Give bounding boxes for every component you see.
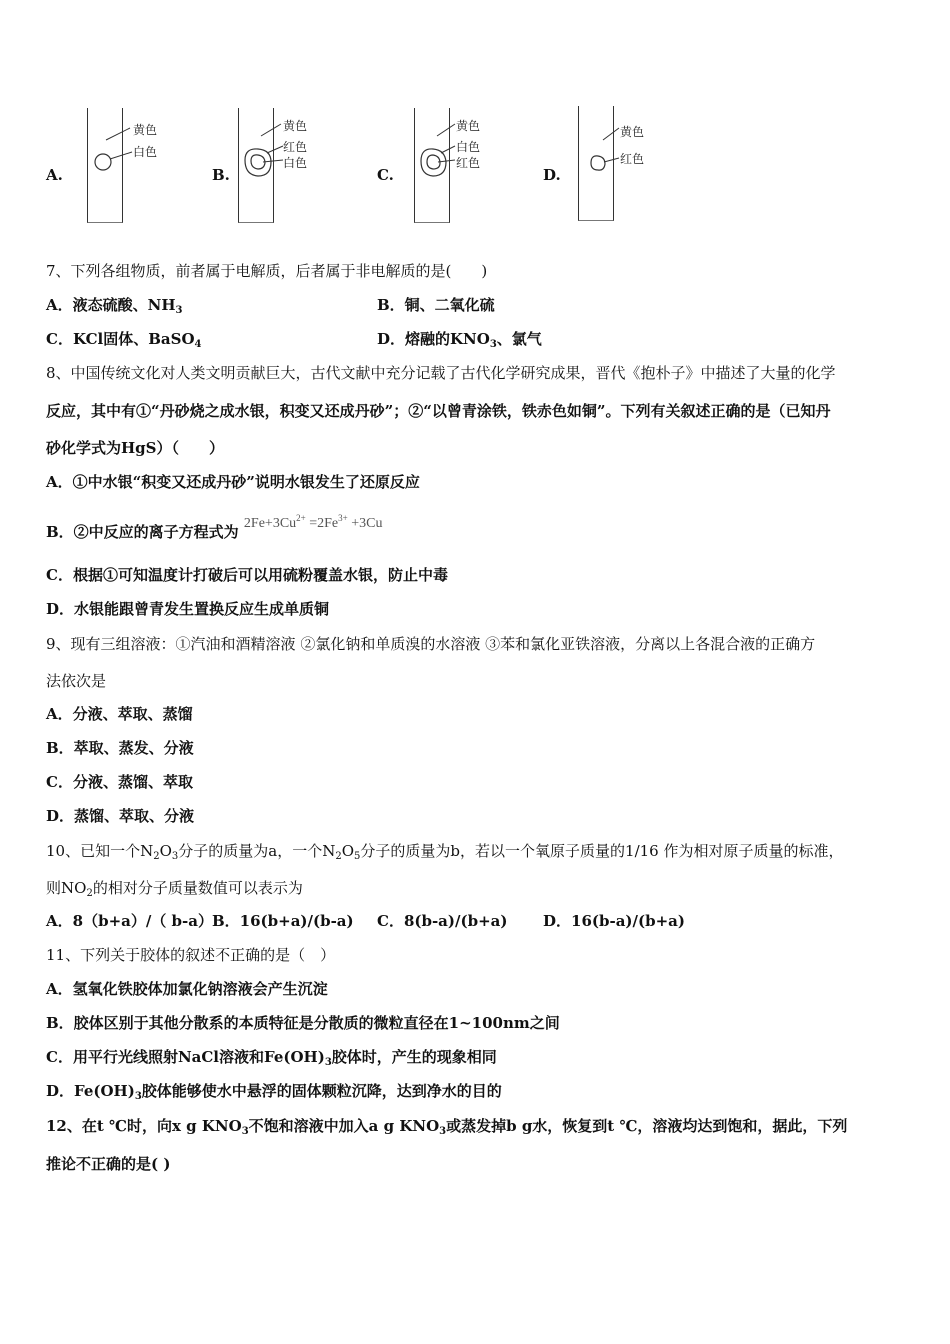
tube-d-drawing xyxy=(571,108,731,238)
q11-option-a: A．氢氧化铁胶体加氯化钠溶液会产生沉淀 xyxy=(46,980,328,998)
q8-option-c: C．根据①可知温度计打破后可以用硫粉覆盖水银，防止中毒 xyxy=(46,566,448,584)
figure-option-d-label: D. xyxy=(543,166,561,184)
tube-b-tag-3: 白色 xyxy=(283,156,308,170)
q8-ionic-equation: $2Fe+3Cu^{2+} =2Fe^{3+} +3Cu$ xyxy=(243,513,383,531)
tube-a-tag-1: 黄色 xyxy=(133,123,158,137)
q9-option-b: B．萃取、蒸发、分液 xyxy=(46,739,194,757)
figure-option-c-label: C. xyxy=(377,166,394,184)
q10-stem-line-2: 则$NO_2$的相对分子质量数值可以表示为 xyxy=(46,879,303,899)
q9-stem-line-1: 9、现有三组溶液：①汽油和酒精溶液 ②氯化钠和单质溴的水溶液 ③苯和氯化亚铁溶液，分离以上各混合液的正确方 xyxy=(46,635,816,653)
q10-stem-line-1: 10、已知一个$N_2O_3$分子的质量为a，一个$N_2O_5$分子的质量为b，若以一个氧原子质量的1/16 作为相对原子质量的标准， xyxy=(46,842,844,862)
tube-c-tag-1: 黄色 xyxy=(456,119,481,133)
q12-stem-line-1: 12、在t ℃时，向x g $KNO_3$不饱和溶液中加入a g $KNO_3$或蒸发掉b g水，恢复到t ℃，溶液均达到饱和，据此，下列 xyxy=(46,1117,848,1137)
q10-option-b: B．16(b+a)/(b-a) xyxy=(212,912,354,930)
q9-stem-line-2: 法依次是 xyxy=(46,672,107,690)
tube-a-tag-2: 白色 xyxy=(133,145,158,159)
q8-option-d: D．水银能跟曾青发生置换反应生成单质铜 xyxy=(46,600,330,618)
q9-option-a: A．分液、萃取、蒸馏 xyxy=(46,705,193,723)
tube-d-tag-1: 黄色 xyxy=(620,125,645,139)
tube-b-tag-2: 红色 xyxy=(283,140,308,154)
q7-option-b: B．铜、二氧化硫 xyxy=(377,296,495,314)
q11-option-c: C．用平行光线照射NaCl溶液和$Fe(OH)_3$胶体时，产生的现象相同 xyxy=(46,1048,497,1068)
figure-option-a-label: A. xyxy=(46,166,63,184)
q8-option-a: A．①中水银“积变又还成丹砂”说明水银发生了还原反应 xyxy=(46,473,420,491)
q8-stem-line-3: 砂化学式为HgS）（ ） xyxy=(46,439,224,457)
q11-option-b: B．胶体区别于其他分散系的本质特征是分散质的微粒直径在1~100nm之间 xyxy=(46,1014,560,1032)
q10-option-a: A．8（b+a）/（ b-a） xyxy=(46,912,213,930)
tube-d-tag-2: 红色 xyxy=(620,152,645,166)
q9-option-d: D．蒸馏、萃取、分液 xyxy=(46,807,195,825)
tube-c-tag-3: 红色 xyxy=(456,156,481,170)
tube-b-drawing xyxy=(231,108,391,238)
q9-option-c: C．分液、蒸馏、萃取 xyxy=(46,773,193,791)
q8-stem-line-1: 8、中国传统文化对人类文明贡献巨大，古代文献中充分记载了古代化学研究成果，晋代《抱朴子》中描述了大量的化学 xyxy=(46,364,836,382)
q7-option-a: A．液态硫酸、$NH_3$ xyxy=(46,296,183,316)
q12-stem-line-2: 推论不正确的是( ) xyxy=(46,1155,171,1173)
tube-c-tag-2: 白色 xyxy=(456,140,481,154)
q7-stem: 7、下列各组物质，前者属于电解质，后者属于非电解质的是( ) xyxy=(46,262,488,280)
q11-option-d: D．$Fe(OH)_3$胶体能够使水中悬浮的固体颗粒沉降，达到净水的目的 xyxy=(46,1082,502,1102)
q7-option-c: C．KCl固体、BaSO$_4$ xyxy=(46,330,202,350)
q8-option-b: B．②中反应的离子方程式为 $2Fe+3Cu^{2+} =2Fe^{3+} +3Cu$ xyxy=(46,513,383,541)
tube-b-tag-1: 黄色 xyxy=(283,119,308,133)
q10-option-d: D．16(b-a)/(b+a) xyxy=(543,912,685,930)
q10-option-c: C．8(b-a)/(b+a) xyxy=(377,912,508,930)
q11-stem: 11、下列关于胶体的叙述不正确的是（ ） xyxy=(46,946,336,964)
q8-stem-line-2: 反应，其中有①“丹砂烧之成水银，积变又还成丹砂”；②“以曾青涂铁，铁赤色如铜”。下列有关叙述正确的是（已知丹 xyxy=(46,402,831,420)
figure-option-b-label: B. xyxy=(212,166,230,184)
q7-option-d: D．熔融的$KNO_3$、氯气 xyxy=(377,330,542,350)
